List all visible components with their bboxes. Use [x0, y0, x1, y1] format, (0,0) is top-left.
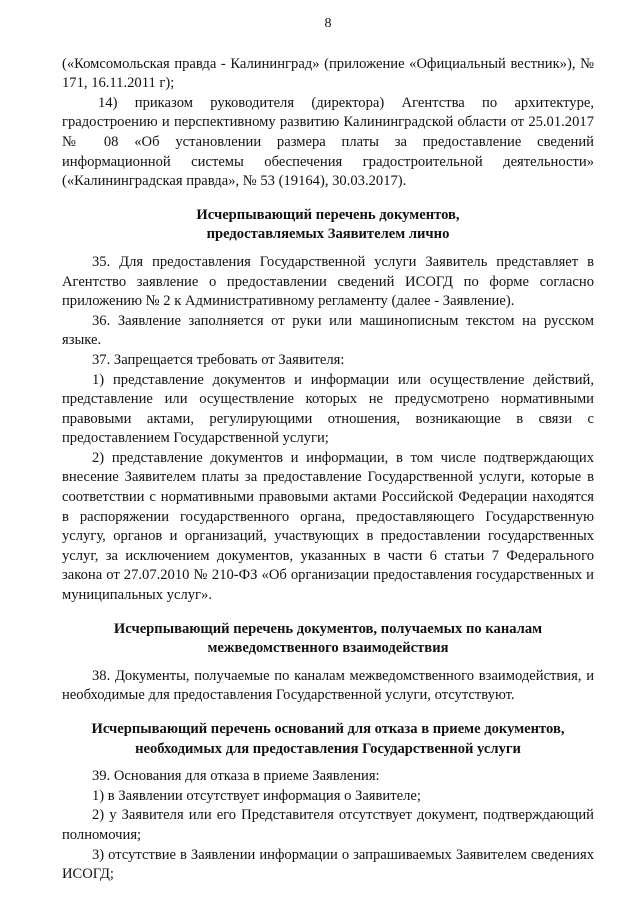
paragraph-37-item-2: 2) представление документов и информации, в том числе подтверждающих внесение Заявителем платы за предоставление Государственной услуги, которые в соответствии с нормативными правовыми актами Российской Федерации находятся в распоряжении государственного органа, предоставляющего Государственную услугу, органов и организаций, участвующих в предоставлении государственных услуг, за исключением документов, указанных в части 6 статьи 7 Федерального закона от 27.07.2010 № 210-ФЗ «Об организации предоставления государственных и муниципальных услуг». [62, 449, 594, 604]
section-heading-refusal [62, 720, 594, 759]
paragraph-38: 38. Документы, получаемые по каналам межведомственного взаимодействия, и необходимые для предоставления Государственной услуги, отсутствуют. [62, 667, 594, 704]
paragraph-35: 35. Для предоставления Государственной услуги Заявитель представляет в Агентство заявление о предоставлении сведений ИСОГД по форме согласно приложению № 2 к Административному регламенту (далее - Заявление). [62, 253, 594, 310]
paragraph-37: 37. Запрещается требовать от Заявителя: [92, 351, 345, 368]
section-heading-line: Исчерпывающий перечень документов, [196, 206, 460, 223]
intro-continuation: («Комсомольская правда - Калининград» (приложение «Официальный вестник»), № 171, 16.11.2011 г); [62, 55, 594, 92]
page-number: 8 [324, 16, 332, 31]
paragraph-39-item-3: 3) отсутствие в Заявлении информации о запрашиваемых Заявителем сведениях ИСОГД; [62, 846, 594, 883]
section-heading-line: необходимых для предоставления Государственной услуги [135, 740, 521, 757]
paragraph-36: 36. Заявление заполняется от руки или машинописным текстом на русском языке. [62, 312, 594, 349]
paragraph-39-item-1: 1) в Заявлении отсутствует информация о Заявителе; [92, 787, 421, 804]
paragraph-39-item-2: 2) у Заявителя или его Представителя отсутствует документ, подтверждающий полномочия; [62, 807, 594, 843]
list-item-14: 14) приказом руководителя (директора) Агентства по архитектуре, градостроению и перспективному развитию Калининградской области от 25.01.2017 № 08 «Об установлении размера платы за предоставление сведений информационной системы обеспечения градостроительной деятельности» («Калининградская правда», № 53 (19164), 30.03.2017). [62, 94, 594, 190]
section-heading-line: предоставляемых Заявителем лично [206, 226, 450, 243]
section-heading-line: Исчерпывающий перечень документов, получаемых по каналам [113, 620, 543, 637]
paragraph-37-item-1: 1) представление документов и информации или осуществление действий, представление или осуществление которых не предусмотрено нормативными правовыми актами, регулирующими отношения, возникающие в связи с предоставлением Государственной услуги; [62, 371, 594, 447]
paragraph-39: 39. Основания для отказа в приеме Заявления: [92, 768, 380, 785]
section-heading-documents [62, 206, 594, 245]
section-heading-interagency [62, 620, 594, 659]
section-heading-line: межведомственного взаимодействия [207, 640, 449, 657]
section-heading-line: Исчерпывающий перечень оснований для отказа в приеме документов, [91, 721, 565, 737]
